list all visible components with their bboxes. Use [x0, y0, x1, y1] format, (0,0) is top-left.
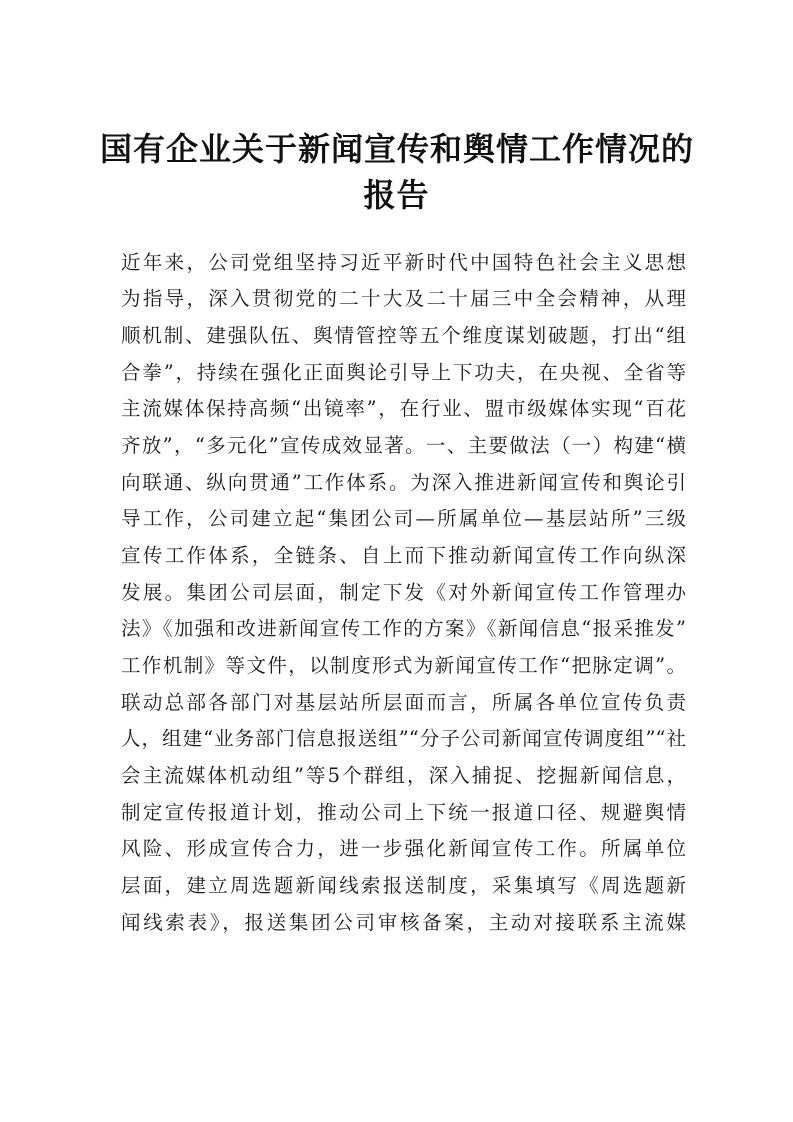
body-text-line: 宣传工作体系，全链条、自上而下推动新闻宣传工作向纵深 [121, 544, 686, 567]
body-text-line: 会主流媒体机动组”等5个群组，深入捕捉、挖掘新闻信息， [121, 764, 686, 787]
body-text-line: 近年来，公司党组坚持习近平新时代中国特色社会主义思想 [121, 251, 686, 274]
document-title-line-2: 报告 [363, 176, 430, 214]
body-text-line: 主流媒体保持高频“出镜率”，在行业、盟市级媒体实现“百花 [121, 397, 686, 420]
body-text-line: 合拳”，持续在强化正面舆论引导上下功夫，在央视、全省等 [121, 361, 686, 384]
body-text-line: 工作机制》等文件，以制度形式为新闻宣传工作“把脉定调”。 [121, 654, 686, 677]
body-text-line: 顺机制、建强队伍、舆情管控等五个维度谋划破题，打出“组 [121, 324, 686, 347]
body-text-line: 风险、形成宣传合力，进一步强化新闻宣传工作。所属单位 [121, 837, 686, 860]
body-text-line: 为指导，深入贯彻党的二十大及二十届三中全会精神，从理 [121, 287, 686, 310]
body-text-line: 法》《加强和改进新闻宣传工作的方案》《新闻信息“报采推发” [121, 617, 686, 640]
body-text-line: 人，组建“业务部门信息报送组”“分子公司新闻宣传调度组”“社 [121, 727, 686, 750]
body-text-line: 向联通、纵向贯通”工作体系。为深入推进新闻宣传和舆论引 [121, 471, 686, 494]
body-text-line: 联动总部各部门对基层站所层面而言，所属各单位宣传负责 [121, 691, 686, 714]
document-title-line-1: 国有企业关于新闻宣传和舆情工作情况的 [100, 130, 695, 168]
body-text-line: 齐放”，“多元化”宣传成效显著。一、主要做法（一）构建“横 [121, 434, 686, 457]
body-text-line: 制定宣传报道计划，推动公司上下统一报道口径、规避舆情 [121, 801, 686, 824]
body-text-line: 导工作，公司建立起“集团公司—所属单位—基层站所”三级 [121, 507, 686, 530]
body-text-line: 层面，建立周选题新闻线索报送制度，采集填写《周选题新 [121, 874, 686, 897]
body-text-line: 发展。集团公司层面，制定下发《对外新闻宣传工作管理办 [121, 581, 686, 604]
body-text-line: 闻线索表》，报送集团公司审核备案，主动对接联系主流媒 [121, 911, 686, 934]
